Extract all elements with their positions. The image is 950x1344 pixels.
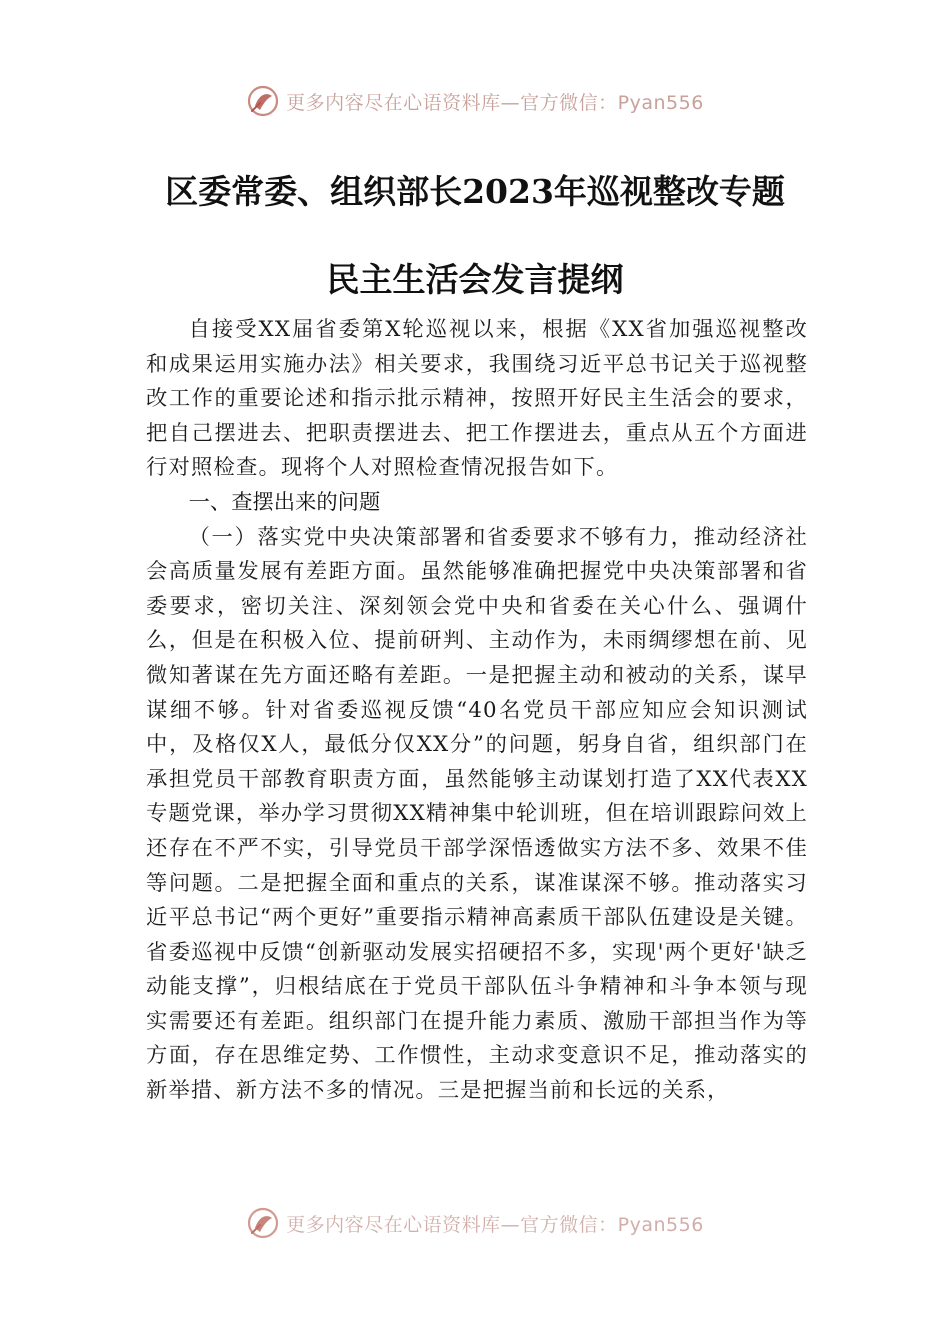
document-body [146,313,808,1109]
document-title-line2: 民主生活会发言提纲 [326,260,624,299]
document-title-line1: 区委常委、组织部长2023年巡视整改专题 [165,172,785,211]
watermark-text: 更多内容尽在心语资料库—官方微信：Pyan556 [286,1213,704,1236]
logo-icon [246,84,280,118]
watermark-top [0,84,950,118]
watermark-bottom [0,1206,950,1240]
section-paragraph: （一）落实党中央决策部署和省委要求不够有力，推动经济社会高质量发展有差距方面。虽然能够准确把握党中央决策部署和省委要求，密切关注、深刻领会党中央和省委在关心什么、强调什么，但是在积极入位、提前研判、主动作为，未雨绸缪想在前、见微知著谋在先方面还略有差距。一是把握主动和被动的关系，谋早谋细不够。针对省委巡视反馈“40名党员干部应知应会知识测试中，及格仅X人，最低分仅XX分”的问题，躬身自省，组织部门在承担党员干部教育职责方面，虽然能够主动谋划打造了XX代表XX专题党课，举办学习贯彻XX精神集中轮训班，但在培训跟踪问效上还存在不严不实，引导党员干部学深悟透做实方法不多、效果不佳等问题。二是把握全面和重点的关系，谋准谋深不够。推动落实习近平总书记“两个更好”重要指示精神高素质干部队伍建设是关键。省委巡视中反馈“创新驱动发展实招硬招不多，实现'两个更好'缺乏动能支撑”，归根结底在于党员干部队伍斗争精神和斗争本领与现实需要还有差距。组织部门在提升能力素质、激励干部担当作为等方面，存在思维定势、工作惯性，主动求变意识不足，推动落实的新举措、新方法不多的情况。三是把握当前和长远的关系， [146,524,808,1104]
section-heading: 一、查摆出来的问题 [188,489,381,515]
logo-icon [246,1206,280,1240]
intro-paragraph: 自接受XX届省委第X轮巡视以来，根据《XX省加强巡视整改和成果运用实施办法》相关要求，我围绕习近平总书记关于巡视整改工作的重要论述和指示批示精神，按照开好民主生活会的要求，把自己摆进去、把职责摆进去、把工作摆进去，重点从五个方面进行对照检查。现将个人对照检查情况报告如下。 [146,317,808,481]
watermark-text: 更多内容尽在心语资料库—官方微信：Pyan556 [286,91,704,114]
